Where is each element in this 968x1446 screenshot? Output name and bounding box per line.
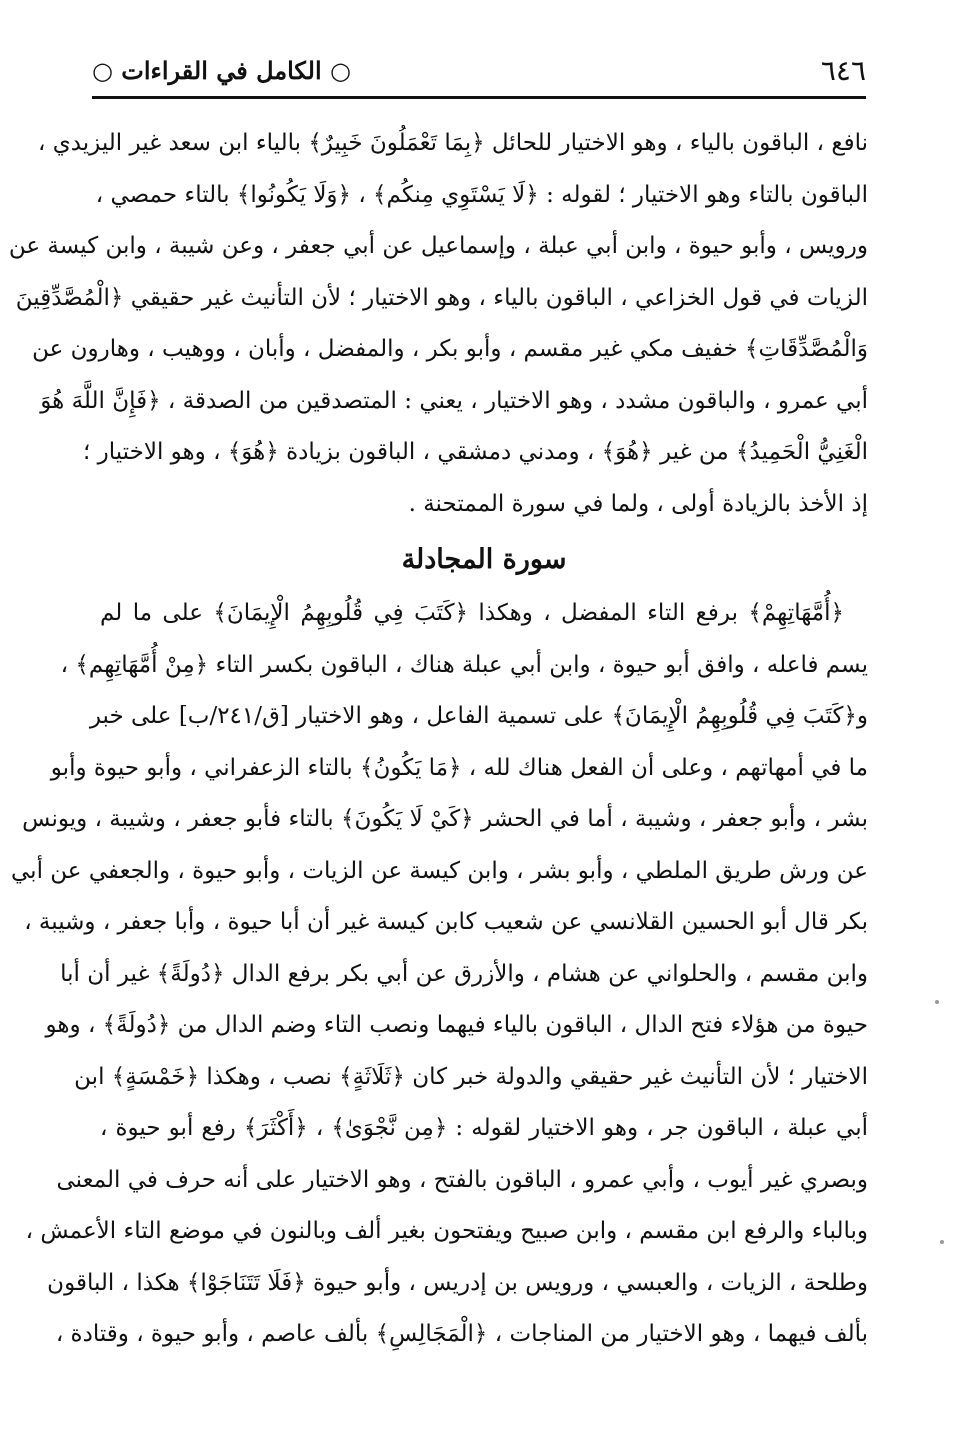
paragraph-1 — [8, 118, 868, 530]
text-line: وبالباء والرفع ابن مقسم ، وابن صبيح ويفتحون بغير ألف وبالنون في موضع التاء الأعمش ، — [25, 1218, 868, 1244]
text-line: الاختيار ؛ لأن التأنيث غير حقيقي والدولة خبر كان ﴿ثَلَاثَةٍ﴾ نصب ، وهكذا ﴿خَمْسَةٍ﴾ ابن — [74, 1063, 868, 1090]
text-line: أبي عمرو ، والباقون مشدد ، وهو الاختيار ، يعني : المتصدقين من الصدقة ، ﴿فَإِنَّ اللَّهَ هُوَ — [40, 387, 868, 414]
text-line: نافع ، الباقون بالياء ، وهو الاختيار للحائل ﴿بِمَا تَعْمَلُونَ خَبِيرٌ﴾ بالياء ابن سعد غير اليزيدي ، — [37, 130, 868, 156]
text-line: بكر قال أبو الحسين القلانسي عن شعيب كابن كيسة غير أن أبا حيوة ، وأبا جعفر ، وشيبة ، — [24, 909, 868, 935]
text-line: بشر ، وأبو جعفر ، وشيبة ، أما في الحشر ﴿كَيْ لَا يَكُونَ﴾ بالتاء فأبو جعفر ، وشيبة ، ويونس — [22, 806, 868, 832]
section-title: سورة المجادلة — [401, 544, 567, 575]
text-line: بألف فيهما ، وهو الاختيار من المناجات ، ﴿الْمَجَالِسِ﴾ بألف عاصم ، وأبو حيوة ، وقتادة ، — [55, 1321, 868, 1347]
text-line: حيوة من هؤلاء فتح الدال ، الباقون بالياء فيهما ونصب التاء وضم الدال من ﴿دُولَةً﴾ ، وهو — [45, 1012, 868, 1038]
text-line: أبي عبلة ، الباقون جر ، وهو الاختيار لقوله : ﴿مِن نَّجْوَىٰ﴾ ، ﴿أَكْثَرَ﴾ رفع أبو حيوة ، — [100, 1115, 868, 1141]
text-line: ما في أمهاتهم ، وعلى أن الفعل هناك لله ، ﴿مَا يَكُونُ﴾ بالتاء الزعفراني ، وأبو حيوة وأبو — [50, 754, 868, 781]
text-line: الباقون بالتاء وهو الاختيار ؛ لقوله : ﴿لَا يَسْتَوِي مِنكُم﴾ ، ﴿وَلَا يَكُونُوا﴾ بالتاء حمصي ، — [95, 181, 868, 208]
text-line: وطلحة ، الزيات ، والعبسي ، ورويس بن إدريس ، وأبو حيوة ﴿فَلَا تَتَنَاجَوْا﴾ هكذا ، الباقون — [47, 1269, 868, 1296]
header-rule — [92, 96, 866, 99]
text-line: الْغَنِيُّ الْحَمِيدُ﴾ من غير ﴿هُوَ﴾ ، ومدني دمشقي ، الباقون بزيادة ﴿هُوَ﴾ ، وهو الاختيار ؛ — [83, 439, 868, 465]
paragraph-2 — [11, 588, 868, 1361]
scan-speck — [940, 1240, 944, 1244]
running-title: ○ الكامل في القراءات ○ — [92, 56, 351, 85]
text-line: وَالْمُصَّدِّقَاتِ﴾ خفيف مكي غير مقسم ، وأبو بكر ، والمفضل ، وأبان ، ووهيب ، وهارون عن — [32, 336, 868, 362]
page-number: ٦٤٦ — [820, 54, 866, 87]
text-line: ﴿أُمَّهَاتِهِمْ﴾ برفع التاء المفضل ، وهكذا ﴿كَتَبَ فِي قُلُوبِهِمُ الْإِيمَانَ﴾ على ما لم — [100, 600, 844, 626]
scan-speck — [935, 1000, 939, 1004]
text-line: وبصري غير أيوب ، وأبي عمرو ، الباقون بالفتح ، وهو الاختيار على أنه حرف في المعنى — [56, 1166, 868, 1193]
text-line: الزيات في قول الخزاعي ، الباقون بالياء ، وهو الاختيار ؛ لأن التأنيث غير حقيقي ﴿الْمُصَّدِّقِينَ — [15, 284, 868, 311]
page-header — [92, 52, 866, 96]
text-line: إذ الأخذ بالزيادة أولى ، ولما في سورة الممتحنة . — [408, 490, 868, 517]
text-line: وابن مقسم ، والحلواني عن هشام ، والأزرق عن أبي بكر برفع الدال ﴿دُولَةً﴾ غير أن أبا — [60, 960, 868, 987]
text-line: يسم فاعله ، وافق أبو حيوة ، وابن أبي عبلة هناك ، الباقون بكسر التاء ﴿مِنْ أُمَّهَاتِهِم﴾ ، — [60, 651, 868, 678]
text-line: و﴿كَتَبَ فِي قُلُوبِهِمُ الْإِيمَانَ﴾ على تسمية الفاعل ، وهو الاختيار [ق/٢٤١/ب] على خبر — [89, 703, 868, 729]
text-line: عن ورش طريق الملطي ، وأبو بشر ، وابن كيسة عن الزيات ، وأبو حيوة ، والجعفي عن أبي — [11, 857, 868, 884]
text-line: ورويس ، وأبو حيوة ، وابن أبي عبلة ، وإسماعيل عن أبي جعفر ، وعن شيبة ، وابن كيسة عن — [8, 233, 868, 259]
